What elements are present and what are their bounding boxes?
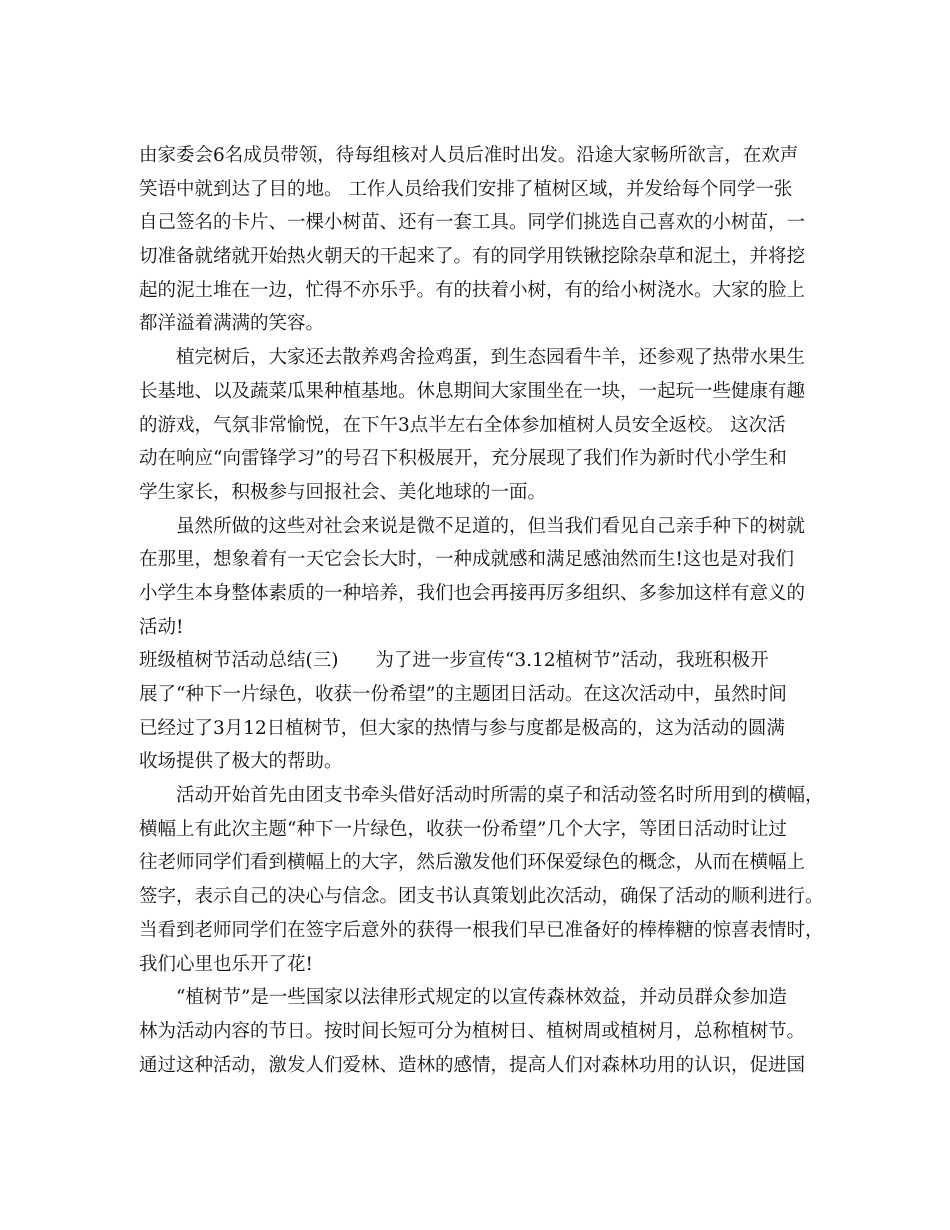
text-line: 动在响应“向雷锋学习”的号召下积极展开，充分展现了我们作为新时代小学生和 <box>139 448 787 470</box>
text-line: 笑语中就到达了目的地。 工作人员给我们安排了植树区域，并发给每个同学一张 <box>139 178 793 200</box>
text-line: 都洋溢着满满的笑容。 <box>139 313 325 335</box>
text-line: 切准备就绪就开始热火朝天的干起来了。有的同学用铁锹挖除杂草和泥土，并将挖 <box>139 246 806 268</box>
text-line: 横幅上有此次主题“种下一片绿色，收获一份希望”几个大字，等团日活动时让过 <box>139 818 787 840</box>
section-heading-line: 班级植树节活动总结(三) 为了进一步宣传“3.12植树节”活动，我班积极开 <box>139 650 769 672</box>
paragraph-first-line: 活动开始首先由团支书牵头借好活动时所需的桌子和活动签名时所用到的横幅， <box>176 785 824 807</box>
paragraph-first-line: 虽然所做的这些对社会来说是微不足道的，但当我们看见自己亲手种下的树就 <box>176 515 806 537</box>
text-line: 起的泥土堆在一边，忙得不亦乐乎。有的扶着小树，有的给小树浇水。大家的脸上 <box>139 279 806 301</box>
text-line: 活动! <box>139 616 184 638</box>
text-line: 往老师同学们看到横幅上的大字，然后激发他们环保爱绿色的概念，从而在横幅上 <box>139 852 806 874</box>
text-line: 签字，表示自己的决心与信念。团支书认真策划此次活动，确保了活动的顺利进行。 <box>139 886 824 908</box>
text-line: 长基地、以及蔬菜瓜果种植基地。休息期间大家围坐在一块，一起玩一些健康有趣 <box>139 380 806 402</box>
text-line: 学生家长，积极参与回报社会、美化地球的一面。 <box>139 481 547 503</box>
text-line: 的游戏，气氛非常愉悦，在下午3点半左右全体参加植树人员安全返校。 这次活 <box>139 414 786 436</box>
text-line: 已经过了3月12日植树节，但大家的热情与参与度都是极高的，这为活动的圆满 <box>139 717 785 739</box>
document-body <box>139 139 824 1082</box>
text-line: 自己签名的卡片、一棵小树苗、还有一套工具。同学们挑选自己喜欢的小树苗，一 <box>139 212 806 234</box>
text-line: 收场提供了极大的帮助。 <box>139 751 343 773</box>
text-line: 由家委会6名成员带领，待每组核对人员后准时出发。沿途大家畅所欲言，在欢声 <box>139 145 799 166</box>
text-line: 通过这种活动，激发人们爱林、造林的感情，提高人们对森林功用的认识，促进国 <box>139 1054 806 1076</box>
text-line: 林为活动内容的节日。按时间长短可分为植树日、植树周或植树月，总称植树节。 <box>139 1020 806 1042</box>
text-line: 我们心里也乐开了花! <box>139 953 313 975</box>
text-line: 当看到老师同学们在签字后意外的获得一根我们早已准备好的棒棒糖的惊喜表情时， <box>139 919 824 941</box>
text-line: 展了“种下一片绿色，收获一份希望”的主题团日活动。在这次活动中，虽然时间 <box>139 684 787 705</box>
paragraph-first-line: 植完树后，大家还去散养鸡舍捡鸡蛋，到生态园看牛羊，还参观了热带水果生 <box>176 347 806 369</box>
text-line: 小学生本身整体素质的一种培养，我们也会再接再厉多组织、多参加这样有意义的 <box>139 582 806 604</box>
text-line: 在那里，想象着有一天它会长大时，一种成就感和满足感油然而生!这也是对我们 <box>139 549 794 571</box>
paragraph-first-line: “植树节”是一些国家以法律形式规定的以宣传森林效益，并动员群众参加造 <box>176 987 787 1009</box>
